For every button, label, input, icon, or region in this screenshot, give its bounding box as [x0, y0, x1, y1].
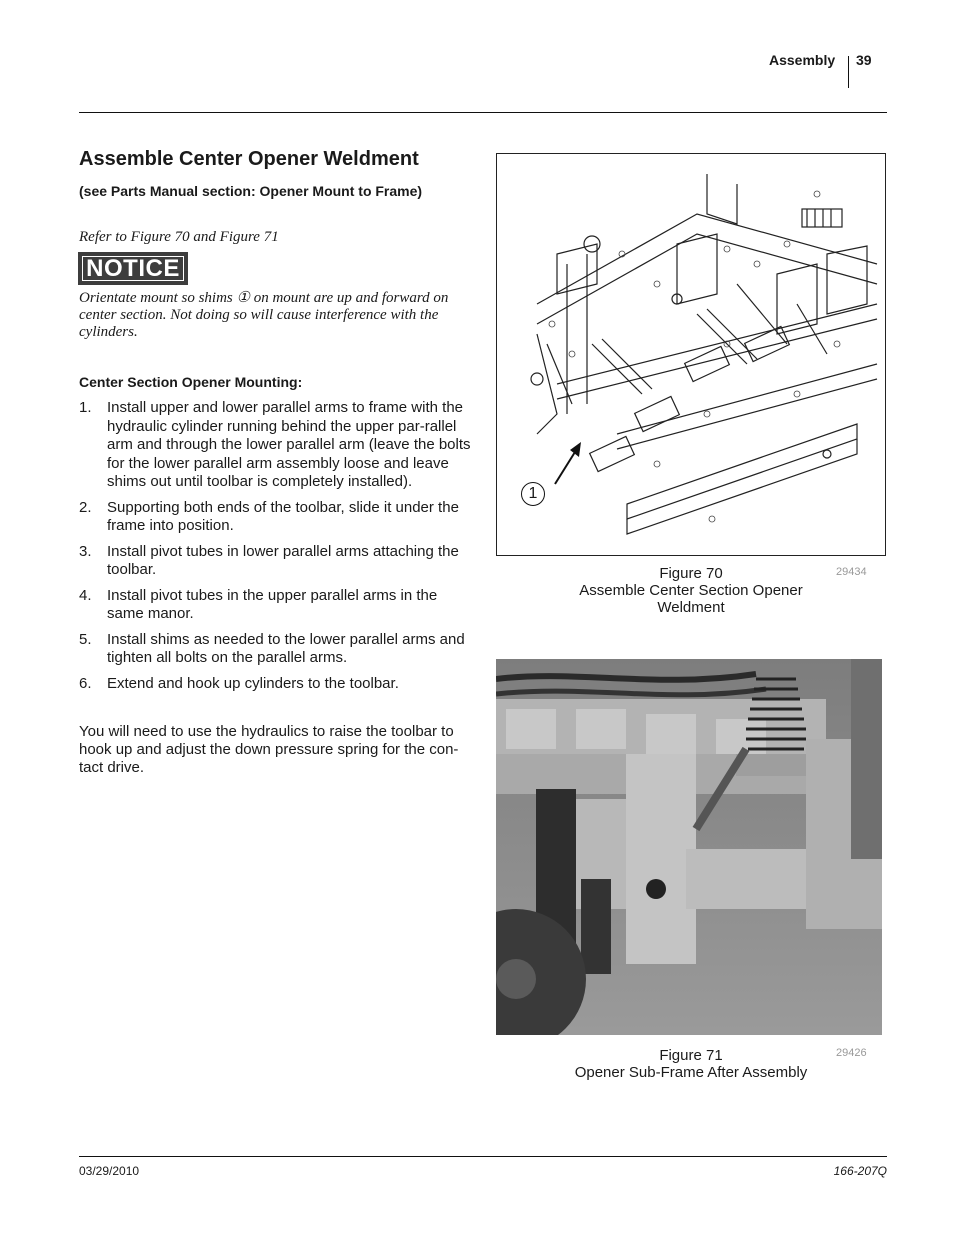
figure-70-drawing	[496, 153, 886, 556]
figure-71-title: Opener Sub-Frame After Assembly	[574, 1064, 808, 1081]
page-title: Assemble Center Opener Weldment	[79, 148, 419, 170]
step-text: Supporting both ends of the toolbar, slide it under the frame into position.	[107, 498, 459, 534]
figure-71-caption	[560, 1047, 822, 1081]
figure-71-id: 29426	[836, 1047, 867, 1059]
header-divider	[848, 56, 849, 88]
figure-71-photo	[496, 659, 882, 1035]
header-rule	[79, 112, 887, 113]
notice-badge	[79, 253, 187, 284]
list-item	[79, 499, 471, 536]
section-heading: Center Section Opener Mounting:	[79, 374, 303, 390]
step-number: 6.	[79, 674, 92, 692]
footer-date: 03/29/2010	[79, 1164, 140, 1178]
steps-list	[79, 399, 471, 700]
figure-70-caption	[560, 565, 822, 616]
figure-reference: Refer to Figure 70 and Figure 71	[79, 229, 279, 245]
callout-number: 1	[528, 485, 538, 502]
step-number: 2.	[79, 498, 92, 516]
step-number: 5.	[79, 630, 92, 648]
assembly-drawing-illustration	[497, 154, 885, 555]
page-subtitle: (see Parts Manual section: Opener Mount to Frame)	[79, 183, 423, 199]
step-text: Install pivot tubes in the upper parallel arms in the same manor.	[107, 586, 438, 622]
step-text: Install pivot tubes in lower parallel arms attaching the toolbar.	[107, 542, 459, 578]
list-item	[79, 631, 471, 668]
step-number: 4.	[79, 586, 92, 604]
step-text: Install shims as needed to the lower parallel arms and tighten all bolts on the parallel arms.	[107, 630, 465, 666]
opener-subframe-photo	[496, 659, 882, 1035]
step-text: Install upper and lower parallel arms to frame with the hydraulic cylinder running behind the upper par-rallel arm and through the lower parallel arm (leave the bolts for the lower parallel arm assembly loose and leave shims out until toolbar is completely installed).	[107, 399, 471, 490]
callout-1-marker	[521, 482, 545, 506]
step-number: 1.	[79, 399, 92, 416]
step-number: 3.	[79, 542, 92, 560]
figure-71-number: Figure 71	[659, 1047, 723, 1064]
list-item	[79, 543, 471, 580]
page-number: 39	[856, 52, 872, 68]
notice-text: Orientate mount so shims ① on mount are up and forward on center section. Not doing so will cause interference with the cylinders.	[79, 290, 449, 340]
list-item	[79, 399, 471, 492]
figure-70-title: Assemble Center Section Opener Weldment	[579, 582, 803, 616]
figure-70-id: 29434	[836, 566, 867, 578]
footer-document-code: 166-207Q	[833, 1164, 887, 1178]
notice-label: NOTICE	[82, 256, 184, 281]
closing-paragraph: You will need to use the hydraulics to raise the toolbar to hook up and adjust the down pressure spring for the con-tact drive.	[79, 723, 459, 776]
list-item	[79, 675, 471, 694]
footer-rule	[79, 1156, 887, 1157]
step-text: Extend and hook up cylinders to the toolbar.	[107, 674, 399, 692]
header-section-title: Assembly	[769, 52, 836, 68]
list-item	[79, 587, 471, 624]
figure-70-number: Figure 70	[659, 565, 723, 582]
